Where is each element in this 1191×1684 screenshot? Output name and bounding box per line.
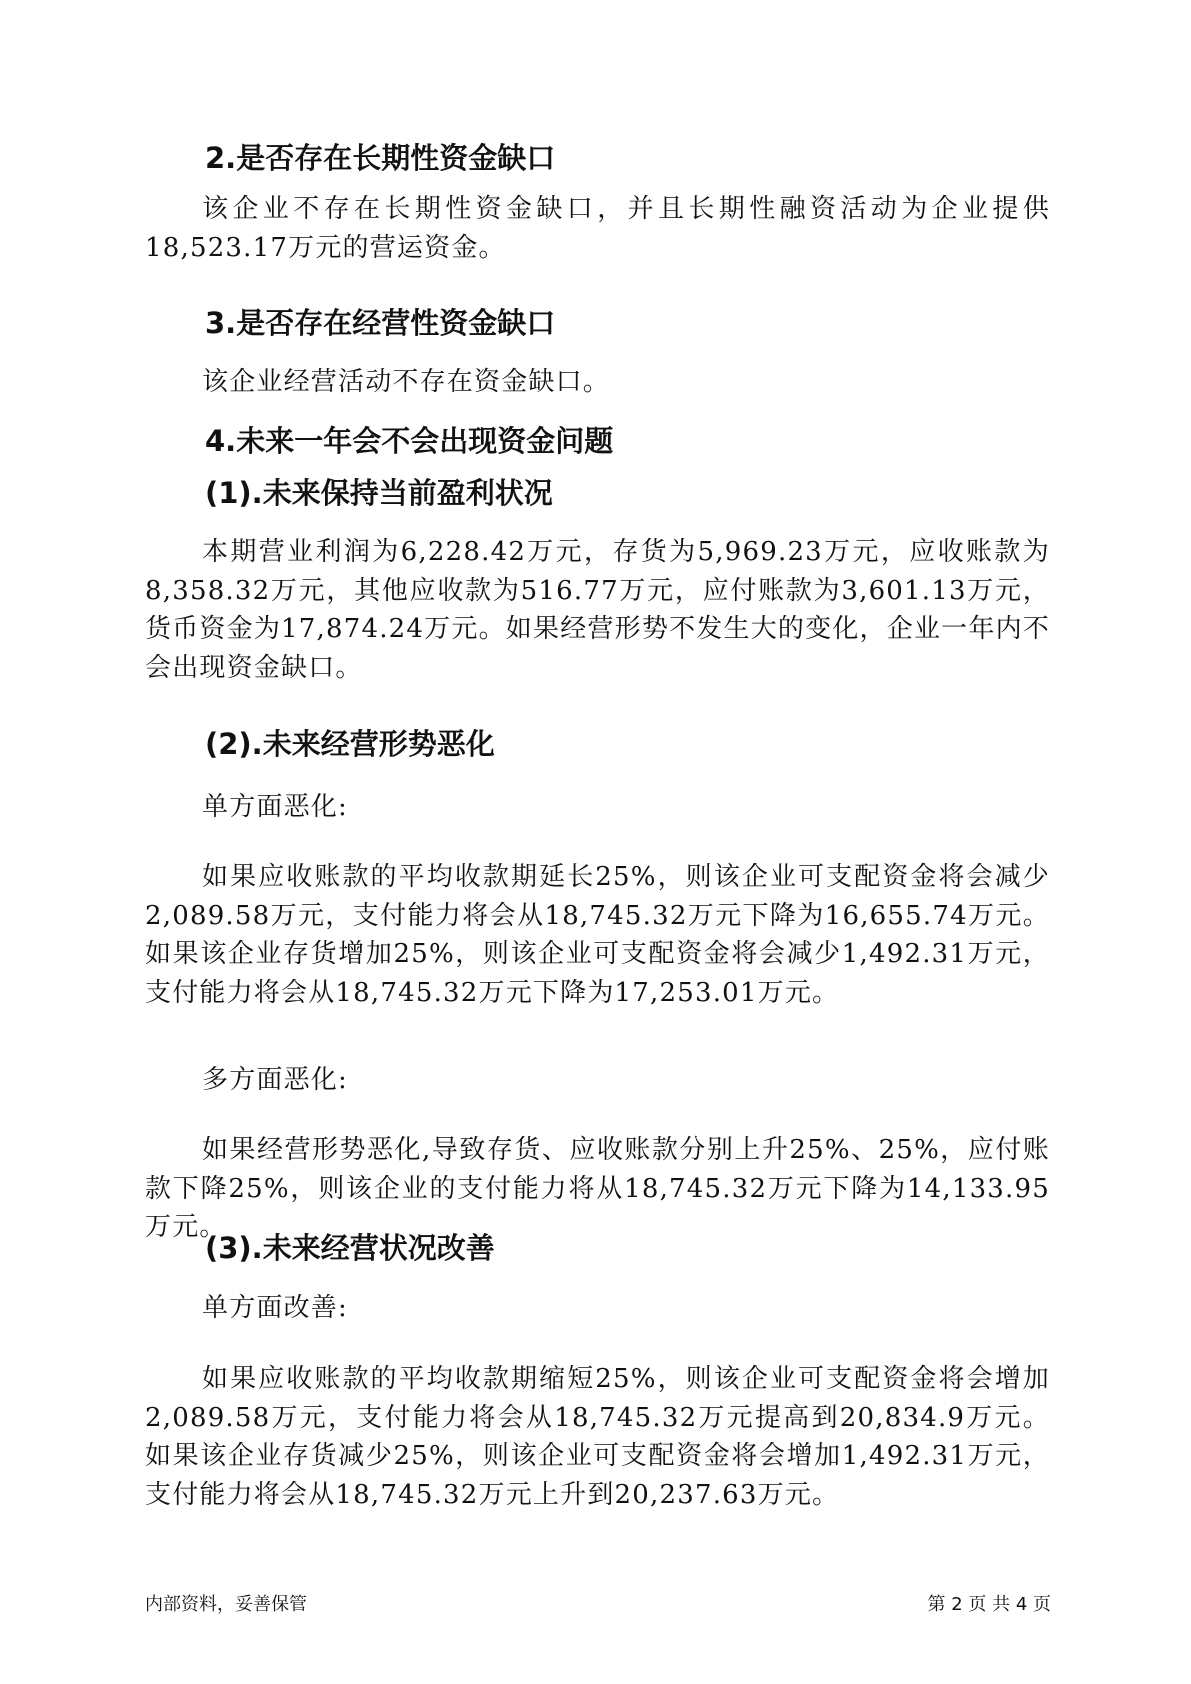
paragraph-single-improving: 如果应收账款的平均收款期缩短25%，则该企业可支配资金将会增加2,089.58万元，支付能力将会从18,745.32万元提高到20,834.9万元。如果该企业存货减少25%，则该企业可支配资金将会增加1,492.31万元，支付能力将会从18,745.32万元上升到20,237.63万元。 [145, 1364, 1050, 1510]
paragraph-single-improving-label: 单方面改善: [202, 1293, 348, 1323]
heading-long-term-gap: 2.是否存在长期性资金缺口 [205, 141, 556, 175]
heading-operating-gap: 3.是否存在经营性资金缺口 [205, 306, 556, 340]
paragraph-keep-profit: 本期营业利润为6,228.42万元，存货为5,969.23万元，应收账款为8,358.32万元，其他应收款为516.77万元，应付账款为3,601.13万元，货币资金为17,874.24万元。如果经营形势不发生大的变化，企业一年内不会出现资金缺口。 [145, 537, 1050, 683]
paragraph-long-term-gap: 该企业不存在长期性资金缺口，并且长期性融资活动为企业提供18,523.17万元的营运资金。 [145, 194, 1050, 263]
heading-improving: (3).未来经营状况改善 [205, 1231, 495, 1265]
paragraph-single-worsening-label: 单方面恶化: [202, 792, 348, 822]
heading-next-year: 4.未来一年会不会出现资金问题 [205, 424, 614, 458]
heading-worsening: (2).未来经营形势恶化 [205, 727, 495, 761]
paragraph-single-worsening: 如果应收账款的平均收款期延长25%，则该企业可支配资金将会减少2,089.58万元，支付能力将会从18,745.32万元下降为16,655.74万元。如果该企业存货增加25%，则该企业可支配资金将会减少1,492.31万元，支付能力将会从18,745.32万元下降为17,253.01万元。 [145, 862, 1050, 1008]
footer-page-number: 第 2 页 共 4 页 [927, 1594, 1051, 1615]
heading-keep-profit: (1).未来保持当前盈利状况 [205, 476, 553, 510]
paragraph-multi-worsening: 如果经营形势恶化,导致存货、应收账款分别上升25%、25%，应付账款下降25%，则该企业的支付能力将从18,745.32万元下降为14,133.95万元。 [145, 1135, 1050, 1242]
paragraph-operating-gap: 该企业经营活动不存在资金缺口。 [202, 367, 611, 397]
footer-confidential-note: 内部资料，妥善保管 [145, 1594, 307, 1615]
paragraph-multi-worsening-label: 多方面恶化: [202, 1065, 348, 1095]
